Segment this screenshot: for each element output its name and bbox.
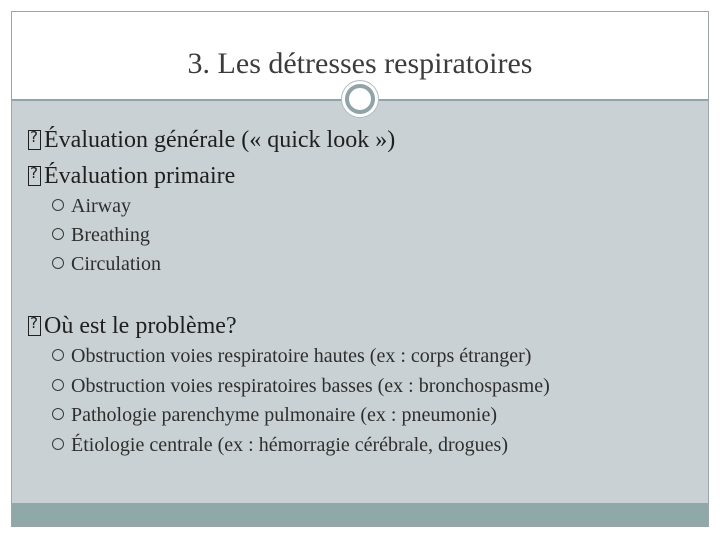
sub-bullet-text: Obstruction voies respiratoire hautes (ex : corps étranger) bbox=[71, 345, 532, 367]
bullet-text: Évaluation primaire bbox=[44, 163, 236, 189]
circle-bullet-icon bbox=[52, 438, 64, 450]
sub-bullet-breathing bbox=[52, 225, 150, 245]
ring-icon bbox=[345, 84, 375, 114]
sub-bullet-text: Pathologie parenchyme pulmonaire (ex : pneumonie) bbox=[71, 404, 497, 426]
slide-title: 3. Les détresses respiratoires bbox=[187, 47, 533, 80]
circle-bullet-icon bbox=[52, 257, 64, 269]
bullet-marker-icon bbox=[28, 166, 41, 186]
circle-bullet-icon bbox=[52, 199, 64, 211]
sub-bullet-obstruction-hautes bbox=[52, 346, 531, 366]
bullet-evaluation-primaire bbox=[28, 164, 235, 188]
circle-bullet-icon bbox=[52, 408, 64, 420]
sub-bullet-etiologie bbox=[52, 435, 508, 455]
sub-bullet-text: Breathing bbox=[71, 224, 150, 246]
sub-bullet-airway bbox=[52, 196, 131, 216]
sub-bullet-text: Circulation bbox=[71, 253, 161, 275]
sub-bullet-text: Airway bbox=[71, 195, 131, 217]
circle-bullet-icon bbox=[52, 349, 64, 361]
bullet-ou-est-le-probleme bbox=[28, 314, 237, 338]
bullet-text: Évaluation générale (« quick look ») bbox=[44, 127, 396, 153]
footer-bar bbox=[12, 503, 708, 526]
sub-bullet-obstruction-basses bbox=[52, 376, 550, 396]
bullet-marker-icon bbox=[28, 316, 41, 336]
divider-circle-icon bbox=[341, 80, 379, 118]
bullet-evaluation-generale bbox=[28, 128, 395, 152]
sub-bullet-text: Obstruction voies respiratoires basses (ex : bronchospasme) bbox=[71, 375, 550, 397]
bullet-marker-icon bbox=[28, 130, 41, 150]
bullet-text: Où est le problème? bbox=[44, 313, 237, 339]
sub-bullet-pathologie bbox=[52, 405, 497, 425]
circle-bullet-icon bbox=[52, 228, 64, 240]
sub-bullet-circulation bbox=[52, 254, 161, 274]
sub-bullet-text: Étiologie centrale (ex : hémorragie cérébrale, drogues) bbox=[71, 434, 509, 456]
circle-bullet-icon bbox=[52, 379, 64, 391]
